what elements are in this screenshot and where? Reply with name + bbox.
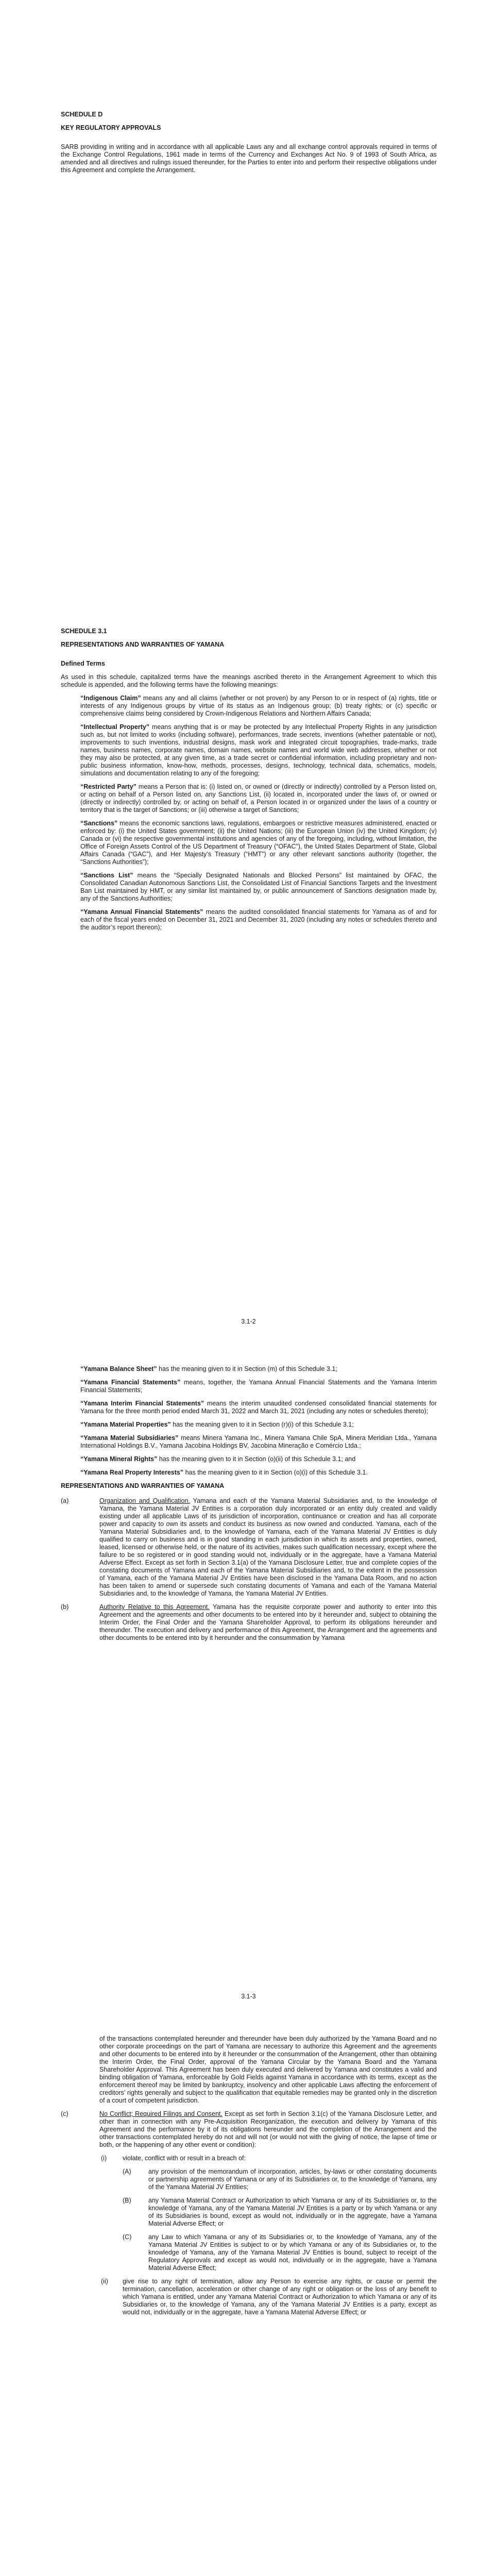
- definition-text: has the meaning given to it in Section (m) of this Schedule 3.1;: [157, 1365, 337, 1372]
- subsection-label: (B): [123, 2197, 131, 2204]
- subsection-text: any provision of the memorandum of incorporation, articles, by-laws or other constating documents or partnership agreements of Yamana or any of its Subsidiaries or, to the knowledge of Yamana, any of the Yamana Material JV Entities;: [148, 2168, 437, 2191]
- definition-term: “Yamana Material Subsidiaries”: [80, 1434, 179, 1442]
- schedule-3-1-page-2: [61, 1365, 437, 1648]
- definition-text: means a Person that is: (i) listed on, or owned or (directly or indirectly) controlled by a Person listed on, or acting on behalf of a Person listed on, any Sanctions List, (ii) located in, incorporated under the laws of, or owned or (directly or indirectly) controlled by, or acting on behalf of, a Person located in or organized under the laws of a country or territory that is the target of Sanctions; or (iii) otherwise a target of Sanctions;: [80, 783, 437, 814]
- definition-text: means anything that is or may be protected by any Intellectual Property Rights in any jurisdiction such as, but not limited to works (including software), performances, trade secrets, inventions (whether patentable or not), improvements to such inventions, industrial designs, mask work and integrated circuit topographies, trade-marks, trade names, business names, corporate names, domain names, website names and world wide web addresses, whether or not they may also be protected, at any given time, as a trade secret or confidential information, including proprietary and non-public business information, know-how, methods, processes, designs, technology, technical data, schematics, models, simulations and documentation relating to any of the foregoing;: [80, 723, 437, 777]
- definition-text: means the “Specially Designated Nationals and Blocked Persons” list maintained by OFAC, the Consolidated Canadian Autonomous Sanctions List, the Consolidated List of Financial Sanctions Targets and the Investment Ban List maintained by HMT, or any similar list maintained by, or public announcement of Sanctions designation made by, any of the Sanctions Authorities;: [80, 872, 437, 902]
- definition-term: “Yamana Material Properties”: [80, 1421, 171, 1428]
- definition-term: “Yamana Interim Financial Statements”: [80, 1400, 204, 1407]
- schedule-d-title: SCHEDULE D: [61, 111, 103, 118]
- section-text: Yamana and each of the Yamana Material Subsidiaries and, to the knowledge of Yamana, the Yamana Material JV Entities is a corporation duly incorporated or an entity duly created and validly existing under all applicable Laws of its jurisdiction of incorporation, continuance or creation and has all corporate power and capacity to own its assets and conduct its business as now owned and conducted. Yamana, each of the Yamana Material Subsidiaries and, to the knowledge of Yamana, each of the Yamana Material JV Entities is duly qualified to carry on business and is in good standing in each jurisdiction in which its assets and properties, owned, leased, licensed or otherwise held, or the nature of its activities, makes such qualification necessary, except where the failure to be so registered or in good standing would not, individually or in the aggregate, have a Yamana Material Adverse Effect. Except as set forth in Section 3.1(a) of the Yamana Disclosure Letter, true and complete copies of the constating documents of Yamana and each of the Yamana Material Subsidiaries and, to the extent in the possession of Yamana, each of the Yamana Material JV Entities have been disclosed in the Yamana Data Room, and no action has been taken to amend or supersede such constating documents of Yamana and each of the Yamana Material Subsidiaries and, to the knowledge of Yamana, the Yamana Material JV Entities.: [99, 1497, 437, 1597]
- definition-term: “Yamana Real Property Interests”: [80, 1469, 184, 1476]
- definition: [61, 908, 437, 931]
- section-c-i: [61, 2155, 437, 2162]
- definition: [61, 694, 437, 718]
- definition-term: “Indigenous Claim”: [80, 694, 141, 702]
- section-c: [61, 2110, 437, 2149]
- subsection-label: (A): [123, 2168, 131, 2175]
- section-c-i-a: [61, 2168, 437, 2191]
- definition: [61, 1434, 437, 1450]
- schedule-d-body: SARB providing in writing and in accordance with all applicable Laws any and all exchange control approvals required in terms of the Exchange Control Regulations, 1961 made in terms of the Currency and Exchanges Act No. 9 of 1993 of South Africa, as amended and all directives and rulings issued thereunder, for the Parties to enter into and perform their respective obligations under this Agreement and complete the Arrangement.: [61, 143, 437, 174]
- schedule-3-1-page-3: [61, 2035, 437, 2322]
- section-c-i-b: [61, 2197, 437, 2228]
- schedule-3-1: [61, 628, 437, 937]
- definition: [61, 872, 437, 903]
- definition: [61, 783, 437, 814]
- definition-text: means the economic sanctions laws, regulations, embargoes or restrictive measures administered, enacted or enforced by: (i) the United States government; (ii) the United Nations; (iii) the European Union (iv) the United Kingdom; (v) Canada or (vi) the respective governmental institutions and agencies of any of the foregoing, including, without limitation, the Office of Foreign Assets Control of the US Department of Treasury (“OFAC”), the United States Department of State, Global Affairs Canada (“GAC”), and Her Majesty’s Treasury (“HMT”) or any other relevant sanctions authority (together, the “Sanctions Authorities”);: [80, 820, 437, 866]
- definition: [61, 1400, 437, 1415]
- page-number: 3.1-2: [241, 1318, 256, 1325]
- subsection-text: violate, conflict with or result in a breach of:: [123, 2155, 246, 2162]
- section-label: (b): [61, 1603, 69, 1611]
- definition-term: “Yamana Mineral Rights”: [80, 1455, 158, 1463]
- section-label: (c): [61, 2110, 68, 2117]
- definition: [61, 1469, 437, 1477]
- subsection-text: give rise to any right of termination, allow any Person to exercise any rights, or cause or permit the termination, cancellation, acceleration or other change of any right or obligation or the loss of any benefit to which Yamana is entitled, under any Yamana Material Contract or Authorization to which Yamana or any of its Subsidiaries or, to the knowledge of Yamana, any of the Yamana Material JV Entities is a party, except as would not, individually or in the aggregate, have a Yamana Material Adverse Effect; or: [123, 2278, 437, 2316]
- definition-text: has the meaning given to it in Section (r)(i) of this Schedule 3.1;: [170, 1421, 354, 1428]
- schedule-d: [61, 111, 437, 180]
- definition-term: “Yamana Financial Statements”: [80, 1379, 181, 1386]
- section-heading: Authority Relative to this Agreement.: [99, 1603, 210, 1611]
- definition: [61, 1365, 437, 1373]
- definition-term: “Yamana Balance Sheet”: [80, 1365, 157, 1372]
- schedule-3-1-subtitle: REPRESENTATIONS AND WARRANTIES OF YAMANA: [61, 641, 225, 648]
- definition-text: means, together, the Yamana Annual Financial Statements and the Yamana Interim Financial Statements;: [80, 1379, 437, 1394]
- definition-text: means Minera Yamana Inc., Minera Yamana Chile SpA, Minera Meridian Ltda., Yamana International Holdings B.V., Yamana Jacobina Holdings BV, Jacobina Mineração e Comércio Ltda.;: [80, 1434, 437, 1449]
- definition: [61, 820, 437, 866]
- definition-text: means the interim unaudited condensed consolidated financial statements for Yamana for the three month period ended March 31, 2022 and March 31, 2021 (including any notes or schedules thereto);: [80, 1400, 437, 1415]
- section-b: [61, 1603, 437, 1642]
- definition-text: has the meaning given to it in Section (o)(i) of this Schedule 3.1.: [183, 1469, 368, 1476]
- intro-paragraph: As used in this schedule, capitalized terms have the meanings ascribed thereto in the Arrangement Agreement to which this schedule is appended, and the following terms have the following meanings:: [61, 673, 437, 688]
- subsection-label: (i): [101, 2155, 107, 2162]
- definition-term: “Yamana Annual Financial Statements”: [80, 908, 203, 916]
- subsection-label: (ii): [101, 2278, 108, 2285]
- definition-term: “Intellectual Property”: [80, 723, 150, 731]
- section-b-continued: of the transactions contemplated hereunder and thereunder have been duly authorized by the Yamana Board and no other corporate proceedings on the part of Yamana are necessary to authorize this Agreement and the agreements and other documents to be entered into by it hereunder or the consummation of the Arrangement, other than obtaining the Interim Order, the Final Order, approval of the Yamana Circular by the Yamana Board and the Yamana Shareholder Approval. This Agreement has been duly executed and delivered by Yamana and constitutes a valid and binding obligation of Yamana, enforceable by Gold Fields against Yamana in accordance with its terms, except as the enforcement thereof may be limited by bankruptcy, insolvency and other applicable Laws affecting the enforcement of creditors’ rights generally and subject to the qualification that equitable remedies may be granted only in the discretion of a court of competent jurisdiction.: [99, 2035, 437, 2104]
- section-text: Except as set forth in Section 3.1(c) of the Yamana Disclosure Letter, and other than in connection with any Pre-Acquisition Reorganization, the execution and delivery by Yamana of this Agreement and the performance by it of its obligations hereunder and the completion of the Arrangement and the other transactions contemplated hereby do not and will not (or would not with the giving of notice, the lapse of time or both, or the happening of any other event or condition):: [99, 2110, 437, 2148]
- subsection-text: any Yamana Material Contract or Authorization to which Yamana or any of its Subsidiaries or, to the knowledge of Yamana, any of the Yamana Material JV Entities is a party or by which Yamana or any of its Subsidiaries is bound, except as would not, individually or in the aggregate, have a Yamana Material Adverse Effect; or: [148, 2197, 437, 2227]
- section-c-ii: [61, 2278, 437, 2316]
- section-label: (a): [61, 1497, 69, 1504]
- subsection-label: (C): [123, 2233, 132, 2241]
- definition: [61, 723, 437, 777]
- definition-term: “Sanctions”: [80, 820, 118, 827]
- definition-term: “Sanctions List”: [80, 872, 133, 879]
- definition-text: has the meaning given to it in Section (o)(ii) of this Schedule 3.1; and: [157, 1455, 356, 1463]
- definition: [61, 1421, 437, 1429]
- section-a: [61, 1497, 437, 1598]
- page-number: 3.1-3: [241, 1993, 256, 2000]
- definition-term: “Restricted Party”: [80, 783, 136, 790]
- schedule-3-1-title: SCHEDULE 3.1: [61, 628, 107, 635]
- definition: [61, 1455, 437, 1463]
- schedule-d-subtitle: KEY REGULATORY APPROVALS: [61, 124, 161, 131]
- definition-text: means the audited consolidated financial statements for Yamana as of and for each of the fiscal years ended on December 31, 2021 and December 31, 2020 (including any notes or schedules thereto and the auditor’s report thereon);: [80, 908, 437, 931]
- section-heading: No Conflict; Required Filings and Consent.: [99, 2110, 222, 2117]
- subsection-text: any Law to which Yamana or any of its Subsidiaries or, to the knowledge of Yamana, any of the Yamana Material JV Entities is subject to or by which Yamana or any of its Subsidiaries or, to the knowledge of Yamana, any of the Yamana Material JV Entities is bound, subject to receipt of the Regulatory Approvals and except as would not, individually or in the aggregate, have a Yamana Material Adverse Effect;: [148, 2233, 437, 2272]
- definition-text: means any and all claims (whether or not proven) by any Person to or in respect of (a) rights, title or interests of any Indigenous groups by virtue of its status as an Indigenous group; (b) treaty rights; or (c) specific or comprehensive claims being considered by Crown-Indigenous Relations and Northern Affairs Canada;: [80, 694, 437, 717]
- section-heading: Organization and Qualification.: [99, 1497, 190, 1504]
- section-text: Yamana has the requisite corporate power and authority to enter into this Agreement and the agreements and other documents to be entered into by it hereunder and, subject to obtaining the Interim Order, the Final Order and the Yamana Shareholder Approval, to perform its obligations hereunder and thereunder. The execution and delivery and performance of this Agreement, the Arrangement and the agreements and other documents to be entered into by it hereunder and the consummation by Yamana: [99, 1603, 437, 1641]
- reps-heading: REPRESENTATIONS AND WARRANTIES OF YAMANA: [61, 1482, 225, 1489]
- section-c-i-c: [61, 2233, 437, 2272]
- definition: [61, 1379, 437, 1394]
- defined-terms-heading: Defined Terms: [61, 660, 105, 667]
